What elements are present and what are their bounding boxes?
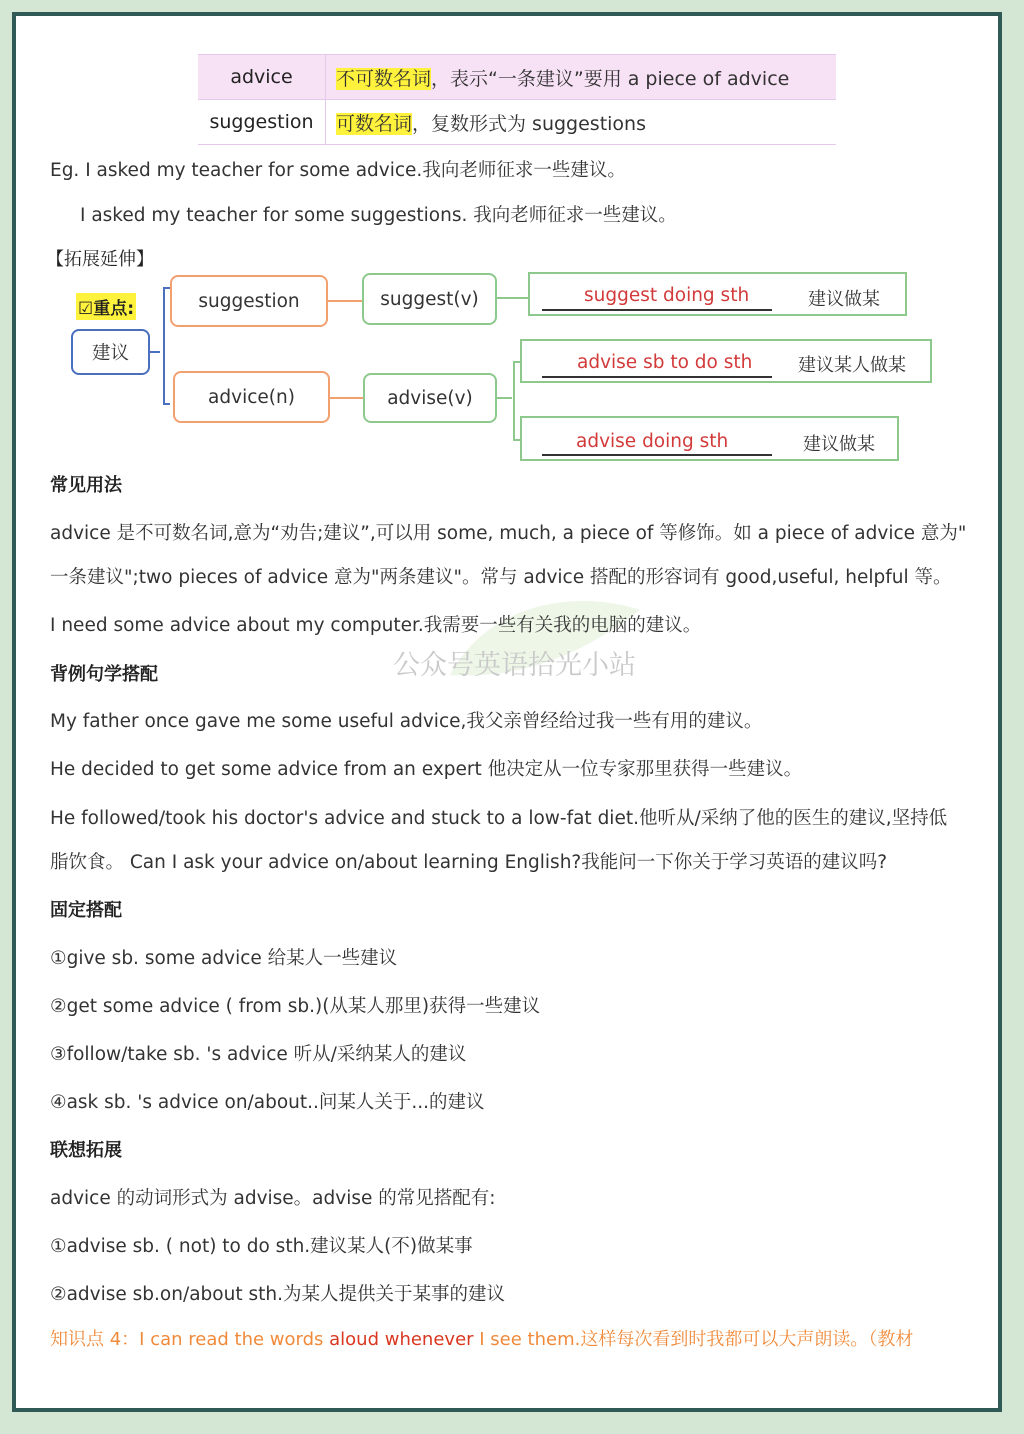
table-word: suggestion (198, 100, 326, 145)
section-title-examples: 背例句学搭配 (50, 664, 158, 685)
list-item: ③follow/take sb. 's advice 听从/采纳某人的建议 (50, 1044, 467, 1065)
highlight: 可数名词 (336, 112, 413, 135)
phrase-en: advise sb to do sth (577, 352, 753, 373)
phrase-box (528, 272, 907, 316)
section-title-collocations: 固定搭配 (50, 900, 122, 921)
list-item: ①give sb. some advice 给某人一些建议 (50, 948, 398, 969)
list-item: ②get some advice ( from sb.)(从某人那里)获得一些建议 (50, 996, 541, 1017)
highlight: 不可数名词 (336, 67, 432, 90)
node-suggest-v: suggest(v) (362, 273, 497, 325)
section-title-usage: 常见用法 (50, 475, 122, 496)
phrase-en: advise doing sth (576, 431, 729, 452)
usage-line-3: I need some advice about my computer.我需要一些有关我的电脑的建议。 (50, 615, 702, 636)
phrase-box (520, 339, 932, 383)
table-desc: 可数名词，复数形式为 suggestions (326, 100, 837, 145)
key-point-label: ☑重点: (76, 293, 136, 320)
example-line: My father once gave me some useful advice,我父亲曾经给过我一些有用的建议。 (50, 711, 763, 732)
phrase-box (520, 416, 899, 461)
table-desc: 不可数名词，表示“一条建议”要用 a piece of advice (326, 55, 837, 100)
usage-line-1: advice 是不可数名词,意为“劝告;建议”,可以用 some, much, a piece of 等修饰。如 a piece of advice 意为" (50, 523, 967, 544)
connector-lines (0, 0, 1024, 480)
phrase-zh: 建议做某 (803, 434, 875, 455)
list-item: ②advise sb.on/about sth.为某人提供关于某事的建议 (50, 1284, 505, 1305)
underline (542, 454, 772, 456)
underline (542, 376, 772, 378)
underline (542, 309, 772, 311)
phrase-zh: 建议某人做某 (798, 355, 906, 376)
example-line: He decided to get some advice from an expert 他决定从一位专家那里获得一些建议。 (50, 759, 803, 780)
node-advice-n: advice(n) (173, 371, 330, 423)
section-title-association: 联想拓展 (50, 1140, 122, 1161)
usage-line-2: 一条建议";two pieces of advice 意为"两条建议"。常与 advice 搭配的形容词有 good,useful, helpful 等。 (50, 567, 952, 588)
example-1: Eg. I asked my teacher for some advice.我向老师征求一些建议。 (50, 160, 626, 181)
list-item: ④ask sb. 's advice on/about..问某人关于...的建议 (50, 1092, 485, 1113)
association-line: advice 的动词形式为 advise。advise 的常见搭配有: (50, 1188, 496, 1209)
example-line: 脂饮食。 Can I ask your advice on/about learning English?我能问一下你关于学习英语的建议吗? (50, 852, 888, 873)
knowledge-point-4: 知识点 4：I can read the words aloud whenever I see them.这样每次看到时我都可以大声朗读。（教材 (50, 1329, 914, 1350)
node-suggestion: suggestion (170, 275, 328, 327)
phrase-zh: 建议做某 (808, 289, 880, 310)
watermark-text: 公众号英语拾光小站 (393, 650, 636, 681)
table-word: advice (198, 55, 326, 100)
example-2: I asked my teacher for some suggestions. 我向老师征求一些建议。 (80, 205, 677, 226)
phrase-en: suggest doing sth (584, 285, 750, 306)
example-line: He followed/took his doctor's advice and stuck to a low-fat diet.他听从/采纳了他的医生的建议,坚持低 (50, 808, 948, 829)
list-item: ①advise sb. ( not) to do sth.建议某人(不)做某事 (50, 1236, 473, 1257)
root-node: 建议 (71, 329, 150, 375)
extension-title: 【拓展延伸】 (46, 249, 154, 270)
node-advise-v: advise(v) (363, 373, 497, 423)
